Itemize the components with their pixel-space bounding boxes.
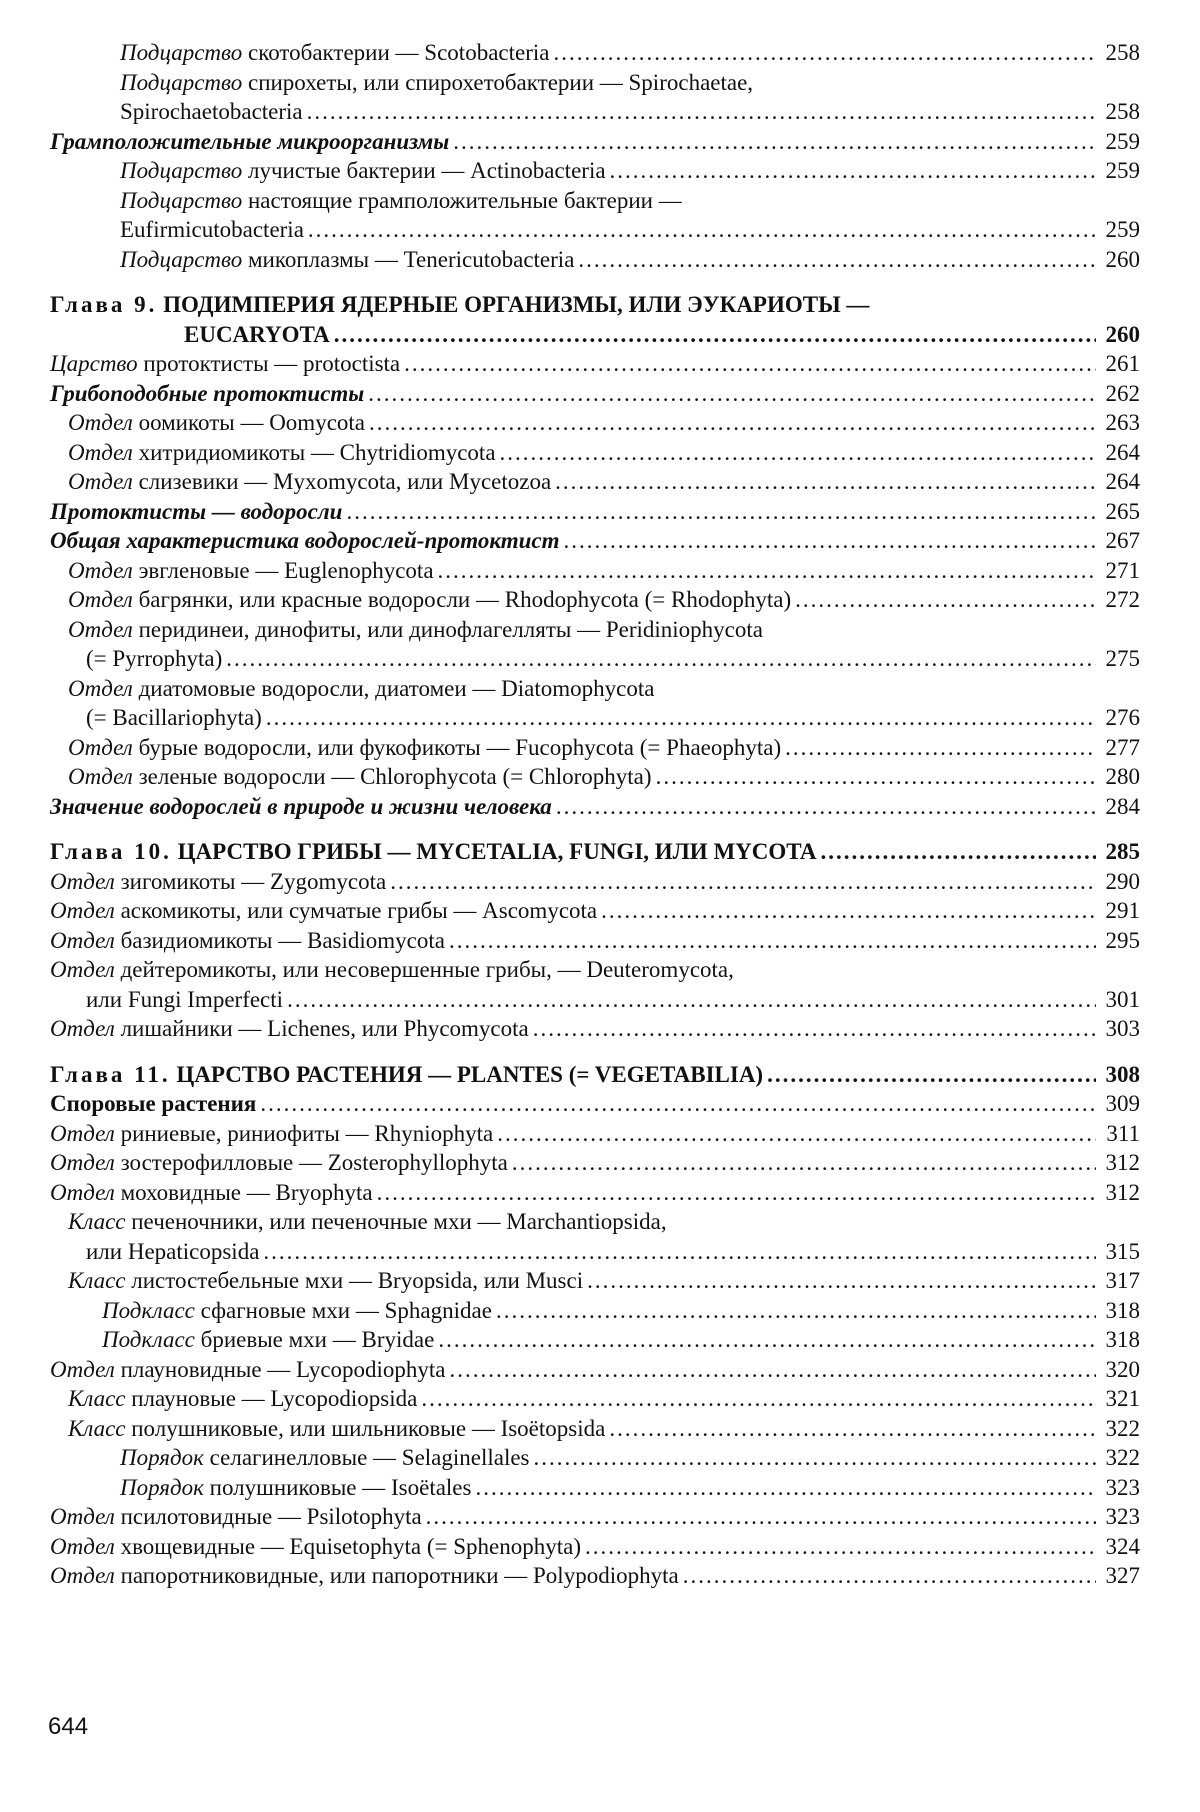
entry-title-continuation: EUCARYOTA	[184, 321, 330, 347]
taxon-rank: Отдел	[68, 469, 133, 494]
entry-title: листостебельные мхи — Bryopsida, или Musci	[131, 1268, 584, 1293]
taxon-rank: Подцарство	[120, 246, 243, 272]
taxon-rank: Отдел	[50, 1179, 115, 1205]
toc-entry	[50, 556, 1140, 586]
toc-entry	[50, 1148, 1140, 1178]
leader-dots	[767, 1060, 1096, 1090]
toc-entry	[50, 1119, 1140, 1149]
entry-title: полушниковые, или шильниковые — Isoëtopsida	[131, 1415, 606, 1441]
taxon-rank: Отдел	[68, 587, 133, 612]
toc-entry	[50, 127, 1140, 157]
leader-dots	[287, 985, 1096, 1015]
entry-page-number: 323	[1105, 1504, 1140, 1529]
entry-title: селагинелловые — Selaginellales	[209, 1445, 530, 1470]
entry-page-number: 277	[1105, 734, 1140, 760]
entry-page-number: 312	[1105, 1150, 1140, 1175]
entry-title: хитридиомикоты — Chytridiomycota	[138, 439, 496, 465]
toc-entry	[50, 438, 1140, 468]
toc-entry	[50, 733, 1140, 763]
entry-title: слизевики — Myxomycota, или Mycetozoa	[138, 469, 552, 494]
taxon-rank: Отдел	[68, 439, 133, 465]
toc-entry	[50, 1325, 1140, 1355]
leader-dots	[534, 1443, 1096, 1473]
toc-entry	[50, 1473, 1140, 1503]
entry-page-number: 309	[1105, 1091, 1140, 1116]
taxon-rank: Порядок	[120, 1445, 204, 1470]
toc-entry	[50, 526, 1140, 556]
entry-page-number: 323	[1105, 1474, 1140, 1500]
entry-page-number: 315	[1105, 1238, 1140, 1264]
toc-entry	[50, 1384, 1140, 1414]
leader-dots	[656, 762, 1096, 792]
toc-entry	[50, 1502, 1140, 1532]
toc-entry	[50, 762, 1140, 792]
leader-dots	[497, 1119, 1096, 1149]
toc-entry	[50, 1355, 1140, 1385]
entry-page-number: 285	[1105, 839, 1140, 864]
toc-entry	[50, 1561, 1140, 1591]
toc-entry	[50, 1296, 1140, 1326]
entry-title: диатомовые водоросли, диатомеи — Diatomophycota	[138, 675, 655, 701]
leader-dots	[226, 644, 1096, 674]
leader-dots	[377, 1178, 1096, 1208]
leader-dots	[390, 867, 1096, 897]
toc-entry	[50, 896, 1140, 926]
leader-dots	[578, 245, 1096, 275]
leader-dots	[563, 526, 1096, 556]
leader-dots	[307, 97, 1096, 127]
entry-title-continuation: Eufirmicutobacteria	[120, 217, 304, 242]
leader-dots	[334, 320, 1096, 350]
entry-title: печеночники, или печеночные мхи — Marchantiopsida,	[131, 1209, 667, 1234]
leader-dots	[585, 1532, 1096, 1562]
entry-page-number: 264	[1105, 439, 1140, 465]
entry-title: эвгленовые — Euglenophycota	[138, 557, 434, 583]
entry-page-number: 322	[1105, 1415, 1140, 1441]
entry-page-number: 321	[1105, 1386, 1140, 1411]
toc-entry	[50, 156, 1140, 186]
toc-entry	[50, 68, 1140, 127]
leader-dots	[553, 38, 1096, 68]
entry-title: зеленые водоросли — Chlorophycota (= Chlorophyta)	[138, 764, 652, 789]
entry-page-number: 260	[1105, 246, 1140, 272]
toc-entry	[50, 615, 1140, 674]
entry-title: перидинеи, динофиты, или динофлагелляты — Peridiniophycota	[138, 616, 763, 642]
leader-dots	[453, 127, 1096, 157]
entry-page-number: 317	[1105, 1268, 1140, 1293]
entry-title: багрянки, или красные водоросли — Rhodophycota (= Rhodophyta)	[138, 587, 792, 612]
leader-dots	[795, 585, 1096, 615]
leader-dots	[421, 1384, 1096, 1414]
entry-title: аскомикоты, или сумчатые грибы — Ascomycota	[120, 898, 598, 923]
leader-dots	[610, 156, 1096, 186]
section-heading: Грибоподобные протоктисты	[50, 380, 365, 406]
section-heading: Протоктисты — водоросли	[50, 498, 343, 524]
taxon-rank: Класс	[68, 1386, 126, 1411]
entry-page-number: 311	[1106, 1120, 1140, 1146]
entry-title: плауновые — Lycopodiopsida	[131, 1386, 418, 1411]
entry-title: псилотовидные — Psilotophyta	[120, 1504, 422, 1529]
chapter-label: Глава 9.	[50, 292, 158, 317]
toc-entry	[50, 497, 1140, 527]
entry-title-continuation: или Hepaticopsida	[86, 1238, 260, 1264]
taxon-rank: Отдел	[50, 1563, 115, 1588]
leader-dots	[587, 1266, 1096, 1296]
toc-entry	[50, 38, 1140, 68]
page-number: 644	[48, 1713, 89, 1740]
taxon-rank: Подцарство	[120, 69, 243, 95]
entry-page-number: 322	[1105, 1445, 1140, 1470]
leader-dots	[512, 1148, 1096, 1178]
entry-page-number: 276	[1105, 705, 1140, 730]
taxon-rank: Отдел	[50, 957, 115, 982]
entry-page-number: 263	[1105, 410, 1140, 435]
leader-dots	[496, 1296, 1096, 1326]
entry-page-number: 258	[1105, 40, 1140, 65]
entry-page-number: 320	[1105, 1356, 1140, 1382]
toc-entry	[50, 186, 1140, 245]
entry-page-number: 327	[1105, 1563, 1140, 1588]
taxon-rank: Подкласс	[102, 1297, 195, 1323]
entry-page-number: 258	[1105, 99, 1140, 124]
leader-dots	[404, 349, 1096, 379]
toc-entry	[50, 1266, 1140, 1296]
leader-dots	[556, 792, 1096, 822]
entry-page-number: 324	[1105, 1533, 1140, 1559]
entry-page-number: 291	[1105, 898, 1140, 923]
taxon-rank: Отдел	[50, 1016, 115, 1041]
entry-page-number: 312	[1105, 1179, 1140, 1205]
entry-title: риниевые, риниофиты — Rhyniophyta	[120, 1120, 494, 1146]
entry-title: хвощевидные — Equisetophyta (= Sphenophyta)	[120, 1533, 582, 1559]
chapter-title: ЦАРСТВО РАСТЕНИЯ — PLANTES (= VEGETABILIA)	[176, 1061, 764, 1087]
chapter-title: ПОДИМПЕРИЯ ЯДЕРНЫЕ ОРГАНИЗМЫ, ИЛИ ЭУКАРИОТЫ —	[163, 292, 870, 317]
entry-title-continuation: или Fungi Imperfecti	[86, 986, 284, 1012]
entry-title: лучистые бактерии — Actinobacteria	[247, 158, 606, 183]
entry-page-number: 318	[1105, 1297, 1140, 1323]
leader-dots	[369, 408, 1096, 438]
taxon-rank: Отдел	[50, 1150, 115, 1175]
taxon-rank: Отдел	[68, 616, 133, 642]
toc-entry	[50, 792, 1140, 822]
toc-chapter-entry	[50, 1060, 1140, 1090]
toc-entry	[50, 1532, 1140, 1562]
taxon-rank: Отдел	[50, 1504, 115, 1529]
leader-dots	[260, 1089, 1096, 1119]
taxon-rank: Порядок	[120, 1474, 204, 1500]
section-heading: Общая характеристика водорослей-протоктист	[50, 528, 560, 553]
leader-dots	[601, 896, 1096, 926]
entry-title: папоротниковидные, или папоротники — Polypodiophyta	[120, 1563, 679, 1588]
entry-title: настоящие грамположительные бактерии —	[247, 187, 682, 213]
taxon-rank: Отдел	[68, 734, 133, 760]
taxon-rank: Подцарство	[120, 187, 243, 213]
taxon-rank: Отдел	[50, 898, 115, 923]
entry-page-number: 259	[1105, 217, 1140, 242]
entry-page-number: 260	[1105, 321, 1140, 347]
toc-entry	[50, 1178, 1140, 1208]
toc-entry	[50, 867, 1140, 897]
entry-title: зигомикоты — Zygomycota	[120, 868, 387, 894]
chapter-label: Глава 11.	[50, 1061, 171, 1087]
toc-entry	[50, 408, 1140, 438]
entry-page-number: 290	[1105, 868, 1140, 894]
table-of-contents	[50, 38, 1140, 1591]
taxon-rank: Класс	[68, 1268, 126, 1293]
leader-dots	[368, 379, 1096, 409]
taxon-rank: Отдел	[50, 927, 115, 953]
entry-title: полушниковые — Isoëtales	[209, 1474, 472, 1500]
entry-title: плауновидные — Lycopodiophyta	[120, 1356, 446, 1382]
entry-title: скотобактерии — Scotobacteria	[247, 40, 550, 65]
taxon-rank: Отдел	[50, 1533, 115, 1559]
section-heading: Значение водорослей в природе и жизни человека	[50, 793, 552, 819]
entry-title: спирохеты, или спирохетобактерии — Spirochaetae,	[247, 69, 754, 95]
taxon-rank: Отдел	[50, 868, 115, 894]
entry-page-number: 303	[1105, 1016, 1140, 1041]
toc-entry	[50, 1014, 1140, 1044]
leader-dots	[308, 215, 1096, 245]
entry-title: микоплазмы — Tenericutobacteria	[247, 246, 575, 272]
leader-dots	[346, 497, 1096, 527]
chapter-label: Глава 10.	[50, 839, 172, 864]
entry-page-number: 259	[1105, 158, 1140, 183]
taxon-rank: Класс	[68, 1209, 126, 1234]
leader-dots	[450, 1355, 1096, 1385]
taxon-rank: Отдел	[50, 1356, 115, 1382]
entry-page-number: 264	[1105, 469, 1140, 494]
entry-page-number: 261	[1105, 351, 1140, 376]
entry-page-number: 308	[1105, 1061, 1140, 1087]
leader-dots	[785, 733, 1096, 763]
entry-page-number: 318	[1105, 1327, 1140, 1352]
toc-entry	[50, 585, 1140, 615]
entry-title-continuation: (= Bacillariophyta)	[86, 705, 262, 730]
toc-entry	[50, 379, 1140, 409]
entry-title: сфагновые мхи — Sphagnidae	[200, 1297, 492, 1323]
entry-page-number: 267	[1105, 528, 1140, 553]
toc-entry	[50, 467, 1140, 497]
taxon-rank: Отдел	[68, 557, 133, 583]
section-heading: Грамположительные микроорганизмы	[50, 128, 450, 154]
leader-dots	[438, 1325, 1096, 1355]
taxon-rank: Отдел	[68, 764, 133, 789]
entry-title: базидиомикоты — Basidiomycota	[120, 927, 445, 953]
entry-title: оомикоты — Oomycota	[138, 410, 366, 435]
chapter-title: ЦАРСТВО ГРИБЫ — MYCETALIA, FUNGI, ИЛИ MYCOTA	[177, 839, 817, 864]
taxon-rank: Класс	[68, 1415, 126, 1441]
taxon-rank: Подкласс	[102, 1327, 195, 1352]
toc-entry	[50, 1089, 1140, 1119]
entry-page-number: 284	[1105, 793, 1140, 819]
entry-page-number: 295	[1105, 927, 1140, 953]
entry-title: моховидные — Bryophyta	[120, 1179, 373, 1205]
entry-page-number: 272	[1105, 587, 1140, 612]
taxon-rank: Подцарство	[120, 40, 243, 65]
leader-dots	[533, 1014, 1096, 1044]
toc-chapter-entry	[50, 290, 1140, 349]
leader-dots	[263, 1237, 1096, 1267]
toc-entry	[50, 1414, 1140, 1444]
toc-entry	[50, 349, 1140, 379]
taxon-rank: Царство	[50, 351, 138, 376]
entry-title-continuation: Spirochaetobacteria	[120, 99, 303, 124]
toc-chapter-entry	[50, 837, 1140, 867]
entry-title: Споровые растения	[50, 1091, 257, 1116]
leader-dots	[683, 1561, 1096, 1591]
leader-dots	[449, 926, 1096, 956]
toc-entry	[50, 1207, 1140, 1266]
taxon-rank: Подцарство	[120, 158, 243, 183]
toc-entry	[50, 1443, 1140, 1473]
entry-page-number: 265	[1105, 498, 1140, 524]
toc-entry	[50, 926, 1140, 956]
toc-entry	[50, 245, 1140, 275]
leader-dots	[500, 438, 1096, 468]
leader-dots	[438, 556, 1096, 586]
entry-title: бурые водоросли, или фукофикоты — Fucophycota (= Phaeophyta)	[138, 734, 782, 760]
entry-page-number: 280	[1105, 764, 1140, 789]
entry-page-number: 262	[1105, 380, 1140, 406]
leader-dots	[475, 1473, 1096, 1503]
leader-dots	[609, 1414, 1096, 1444]
entry-title: дейтеромикоты, или несовершенные грибы, — Deuteromycota,	[120, 957, 734, 982]
entry-page-number: 275	[1105, 646, 1140, 671]
taxon-rank: Отдел	[68, 410, 133, 435]
leader-dots	[426, 1502, 1096, 1532]
entry-page-number: 259	[1105, 128, 1140, 154]
entry-title: лишайники — Lichenes, или Phycomycota	[120, 1016, 529, 1041]
leader-dots	[821, 837, 1096, 867]
entry-page-number: 301	[1105, 986, 1140, 1012]
leader-dots	[555, 467, 1096, 497]
entry-title: протоктисты — protoctista	[143, 351, 401, 376]
entry-title-continuation: (= Pyrrophyta)	[86, 646, 223, 671]
leader-dots	[266, 703, 1096, 733]
toc-entry	[50, 955, 1140, 1014]
taxon-rank: Отдел	[50, 1120, 115, 1146]
entry-page-number: 271	[1105, 557, 1140, 583]
toc-entry	[50, 674, 1140, 733]
entry-title: зостерофилловые — Zosterophyllophyta	[120, 1150, 508, 1175]
entry-title: бриевые мхи — Bryidae	[200, 1327, 435, 1352]
taxon-rank: Отдел	[68, 675, 133, 701]
